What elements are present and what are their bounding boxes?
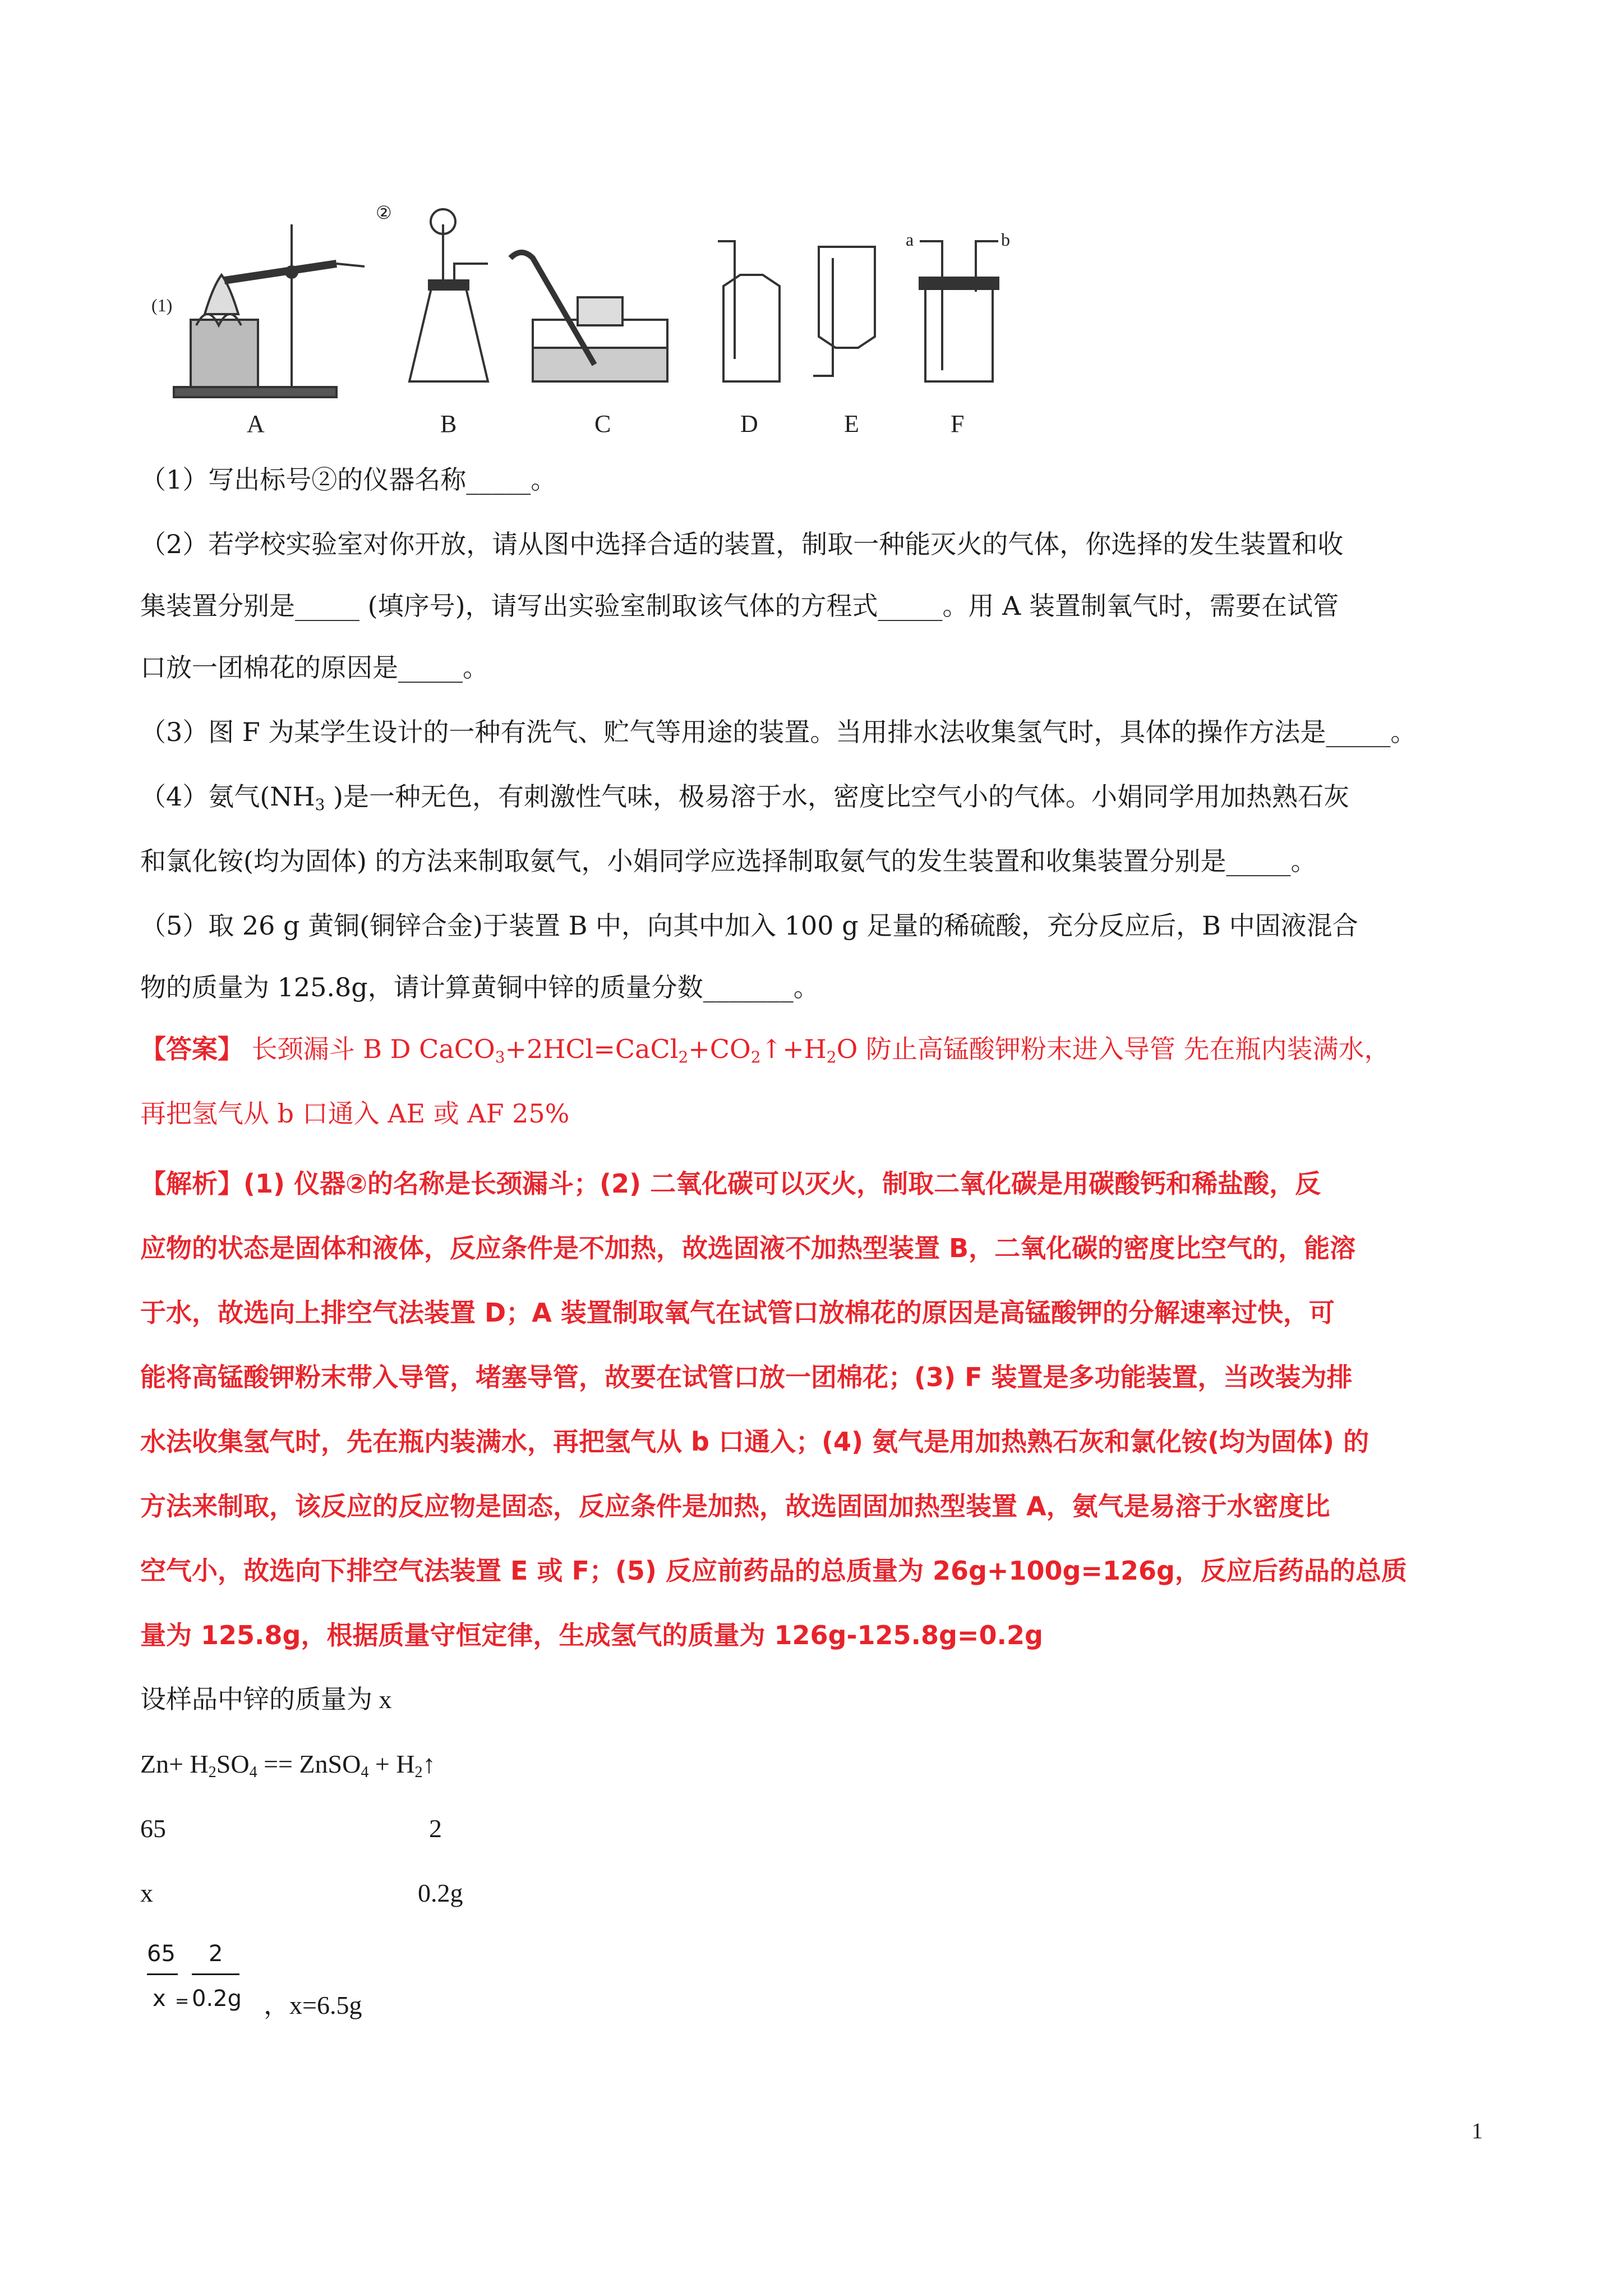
apparatus-f <box>906 229 1010 438</box>
explanation-line-1: 【解析】(1) 仪器②的名称是长颈漏斗；(2) 二氧化碳可以灭火，制取二氧化碳是用碳酸钙和稀盐酸，反 <box>140 1168 1321 1199</box>
label-f: F <box>951 410 965 438</box>
marker-1: (1) <box>151 295 173 315</box>
port-a-label: a <box>906 229 914 250</box>
label-d: D <box>740 410 758 438</box>
equals-sign: = <box>175 1991 190 2011</box>
marker-2: ② <box>376 203 392 223</box>
calc-equation: $Zn+ H_2SO_4$ == ZnSO$_4$ + $H_2↑$ <box>140 1750 436 1781</box>
question-4-line-1: （4）氨气($NH_3$ )是一种无色，有刺激性气味，极易溶于水，密度比空气小的气体。小娟同学用加热熟石灰 <box>140 781 1349 814</box>
answer-line-1: 【答案】 长颈漏斗 B D $CaCO_3+2HCl=CaCl_2+CO_2↑+H_2O$ 防止高锰酸钾粉末进入导管 先在瓶内装满水， <box>140 1034 1390 1066</box>
apparatus-b <box>376 203 488 438</box>
explanation-line-2: 应物的状态是固体和液体，反应条件是不加热，故选固液不加热型装置 B，二氧化碳的密度比空气的，能溶 <box>140 1233 1356 1263</box>
question-2-line-1: （2）若学校实验室对你开放，请从图中选择合适的装置，制取一种能灭火的气体，你选择的发生装置和收 <box>140 529 1344 559</box>
explanation-line-4: 能将高锰酸钾粉末带入导管，堵塞导管，故要在试管口放一团棉花；(3) F 装置是多功能装置，当改装为排 <box>140 1362 1353 1392</box>
calc-set-line: 设样品中锌的质量为 x <box>140 1685 392 1714</box>
explanation-line-3: 于水，故选向上排空气法装置 D；A 装置制取氧气在试管口放棉花的原因是高锰酸钾的分解速率过快，可 <box>140 1297 1335 1328</box>
apparatus-figure <box>151 202 1138 438</box>
explanation-line-6: 方法来制取，该反应的反应物是固态，反应条件是加热，故选固固加热型装置 A，氨气是易溶于水密度比 <box>140 1491 1330 1521</box>
explanation-line-8: 量为 125.8g，根据质量守恒定律，生成氢气的质量为 126g-125.8g=0.2g <box>140 1620 1043 1650</box>
calc-result: ，x=6.5g <box>264 1991 362 2019</box>
fraction-2-numerator: 2 <box>209 1941 223 1967</box>
fraction-2-denominator: 0.2g <box>192 1986 242 2012</box>
question-2-line-3: 口放一团棉花的原因是_____。 <box>140 652 488 683</box>
fraction-1-numerator: 65 <box>147 1941 176 1967</box>
question-4-line-2: 和氯化铵(均为固体) 的方法来制取氨气，小娟同学应选择制取氨气的发生装置和收集装置分别是_____。 <box>140 846 1317 876</box>
question-3: （3）图 F 为某学生设计的一种有洗气、贮气等用途的装置。当用排水法收集氢气时，具体的操作方法是_____。 <box>140 717 1417 747</box>
calc-row-1: 65 2 <box>140 1814 442 1843</box>
page-number: 1 <box>1472 2118 1483 2143</box>
apparatus-a <box>151 224 365 438</box>
explanation-line-5: 水法收集氢气时，先在瓶内装满水，再把氢气从 b 口通入；(4) 氨气是用加热熟石灰和氯化铵(均为固体) 的 <box>140 1427 1370 1457</box>
port-b-label: b <box>1001 229 1010 250</box>
question-1: （1）写出标号②的仪器名称_____。 <box>140 464 557 495</box>
explanation-line-7: 空气小，故选向下排空气法装置 E 或 F；(5) 反应前药品的总质量为 26g+100g=126g，反应后药品的总质 <box>140 1556 1407 1586</box>
label-a: A <box>247 410 265 438</box>
fraction-1-bar <box>147 1973 178 1975</box>
question-5-line-2: 物的质量为 125.8g，请计算黄铜中锌的质量分数_______。 <box>140 972 819 1002</box>
apparatus-diagram <box>151 202 1138 438</box>
label-c: C <box>594 410 611 438</box>
apparatus-c <box>510 252 667 438</box>
fraction-1-denominator: x <box>153 1986 166 2012</box>
label-b: B <box>440 410 457 438</box>
apparatus-d <box>718 241 780 438</box>
question-5-line-1: （5）取 26 g 黄铜(铜锌合金)于装置 B 中，向其中加入 100 g 足量的稀硫酸，充分反应后，B 中固液混合 <box>140 910 1358 941</box>
calc-row-2: x 0.2g <box>140 1879 463 1907</box>
answer-label: 【答案】 <box>140 1034 243 1064</box>
label-e: E <box>844 410 859 438</box>
answer-line-2: 再把氢气从 b 口通入 AE 或 AF 25% <box>140 1098 570 1129</box>
fraction-2-bar <box>192 1973 239 1975</box>
question-2-line-2: 集装置分别是_____ (填序号)，请写出实验室制取该气体的方程式_____。用 A 装置制氧气时，需要在试管 <box>140 591 1339 621</box>
apparatus-e <box>813 247 875 438</box>
